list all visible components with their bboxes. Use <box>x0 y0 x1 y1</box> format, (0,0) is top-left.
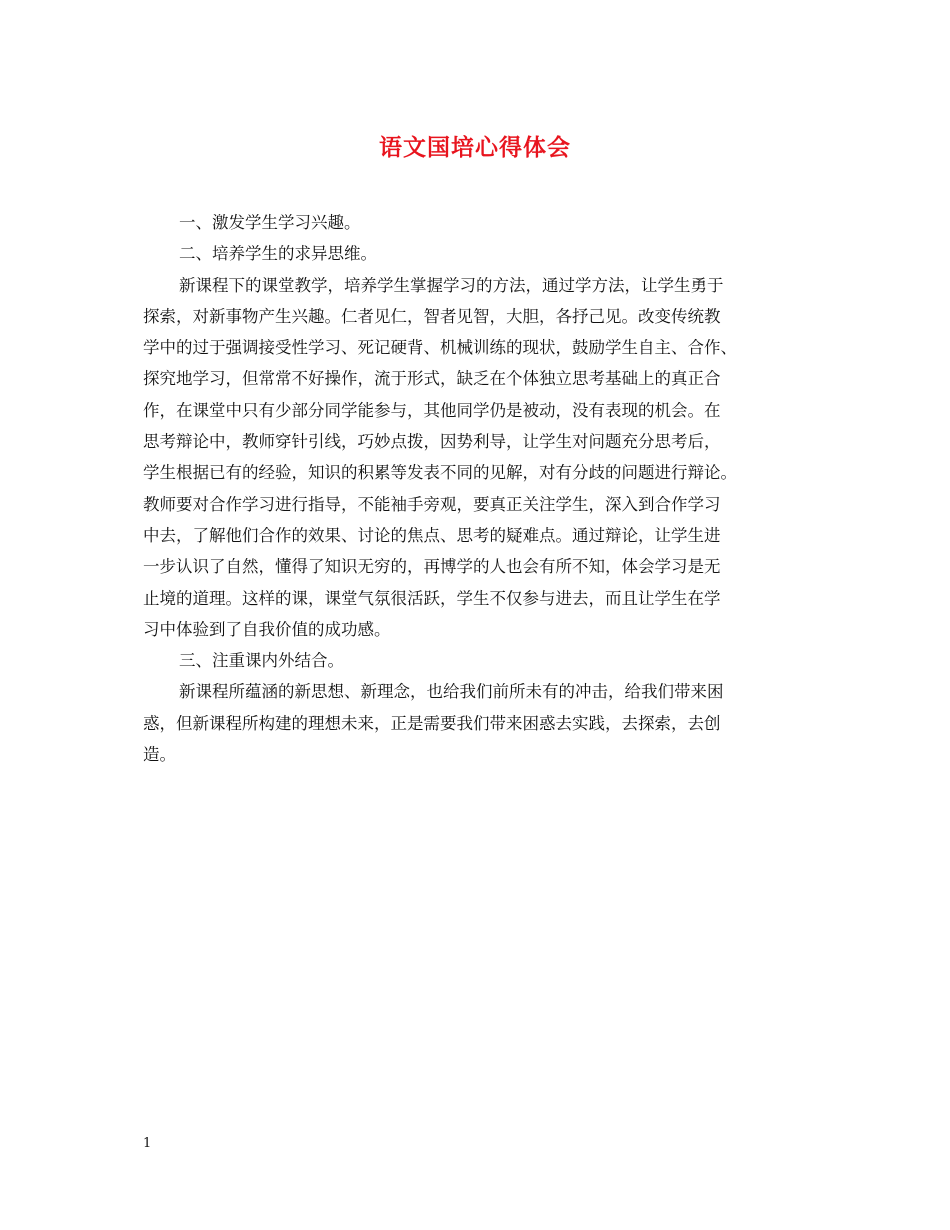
paragraph-line: 止境的道理。这样的课，课堂气氛很活跃，学生不仅参与进去，而且让学生在学 <box>143 588 721 608</box>
paragraph-line: 探索，对新事物产生兴趣。仁者见仁，智者见智，大胆，各抒己见。改变传统教 <box>143 306 721 326</box>
paragraph-line: 习中体验到了自我价值的成功感。 <box>143 619 391 639</box>
paragraph-line: 作，在课堂中只有少部分同学能参与，其他同学仍是被动，没有表现的机会。在 <box>143 400 721 420</box>
paragraph-line: 中去，了解他们合作的效果、讨论的焦点、思考的疑难点。通过辩论，让学生进 <box>143 525 721 545</box>
paragraph-line: 学中的过于强调接受性学习、死记硬背、机械训练的现状，鼓励学生自主、合作、 <box>143 338 737 358</box>
paragraph-line: 探究地学习，但常常不好操作，流于形式，缺乏在个体独立思考基础上的真正合 <box>143 369 721 389</box>
heading-2: 二、培养学生的求异思维。 <box>179 244 377 264</box>
document-body <box>143 207 823 770</box>
page-number: 1 <box>143 1136 152 1151</box>
heading-1: 一、激发学生学习兴趣。 <box>179 213 361 232</box>
paragraph-line: 思考辩论中，教师穿针引线，巧妙点拨，因势利导，让学生对问题充分思考后， <box>143 432 721 452</box>
heading-3: 三、注重课内外结合。 <box>179 651 344 671</box>
paragraph-line: 学生根据已有的经验，知识的积累等发表不同的见解，对有分歧的问题进行辩论。 <box>143 463 737 483</box>
document-title: 语文国培心得体会 <box>379 134 571 161</box>
paragraph-line: 一步认识了自然，懂得了知识无穷的，再博学的人也会有所不知，体会学习是无 <box>143 557 721 577</box>
paragraph-line: 新课程所蕴涵的新思想、新理念，也给我们前所未有的冲击，给我们带来困 <box>179 682 724 702</box>
paragraph-line: 惑，但新课程所构建的理想未来，正是需要我们带来困惑去实践，去探索，去创 <box>143 713 721 733</box>
paragraph-line: 新课程下的课堂教学，培养学生掌握学习的方法，通过学方法，让学生勇于 <box>179 275 724 295</box>
paragraph-line: 造。 <box>143 745 176 765</box>
paragraph-line: 教师要对合作学习进行指导，不能袖手旁观，要真正关注学生，深入到合作学习 <box>143 494 721 514</box>
